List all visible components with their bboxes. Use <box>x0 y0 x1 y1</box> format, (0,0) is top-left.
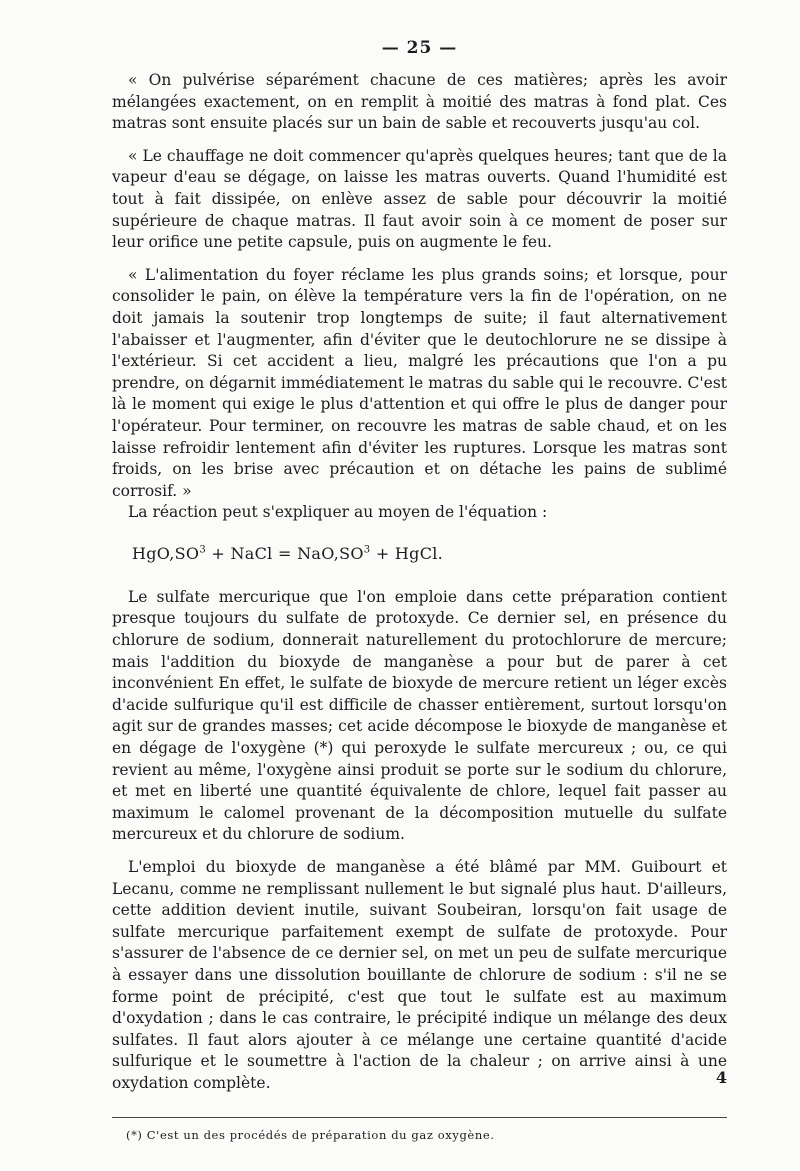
paragraph-4: La réaction peut s'expliquer au moyen de l'équation : <box>128 503 548 522</box>
paragraph-1: « On pulvérise séparément chacune de ces matières; après les avoir mélangées exactement, on en remplit à moitié des matras à fond plat. Ces matras sont ensuite placés sur un bain de sable et recouverts jusqu'au col. <box>112 71 727 133</box>
equation-left-exponent: 3 <box>199 544 207 556</box>
equation-right: + HgCl. <box>370 543 444 563</box>
equation-middle: + NaCl = NaO,SO <box>206 543 364 563</box>
chemical-equation <box>132 544 727 563</box>
equation-right-exponent: 3 <box>363 544 371 556</box>
signature-mark: 4 <box>715 1068 727 1087</box>
footnote-divider <box>112 1117 727 1118</box>
book-page <box>112 38 727 1158</box>
page-number: — 25 — <box>381 38 458 58</box>
paragraph-6: L'emploi du bioxyde de manganèse a été blâmé par MM. Guibourt et Lecanu, comme ne remplissant nullement le but signalé plus haut. D'ailleurs, cette addition devient inutile, suivant Soubeiran, lorsqu'on fait usage de sulfate mercurique parfaitement exempt de sulfate de protoxyde. Pour s'assurer de l'absence de ce dernier sel, on met un peu de sulfate mercurique à essayer dans une dissolution bouillante de chlorure de sodium : s'il ne se forme point de précipité, c'est que tout le sulfate est au maximum d'oxydation ; dans le cas contraire, le précipité indique un mélange des deux sulfates. Il faut alors ajouter à ce mélange une certaine quantité d'acide sulfurique et le soumettre à l'action de la chaleur ; on arrive ainsi à une oxydation complète. <box>112 858 727 1092</box>
equation-left: HgO,SO <box>132 543 200 563</box>
footnote: (*) C'est un des procédés de préparation du gaz oxygène. <box>126 1127 495 1142</box>
paragraph-3: « L'alimentation du foyer réclame les plus grands soins; et lorsque, pour consolider le pain, on élève la température vers la fin de l'opération, on ne doit jamais la soutenir trop longtemps de suite; il faut alternativement l'abaisser et l'augmenter, afin d'éviter que le deutochlorure ne se dissipe à l'extérieur. Si cet accident a lieu, malgré les précautions que l'on a pu prendre, on dégarnit immédiatement le matras du sable qui le recouvre. C'est là le moment qui exige le plus d'attention et qui offre le plus de danger pour l'opérateur. Pour terminer, on recouvre les matras de sable chaud, et on les laisse refroidir lentement afin d'éviter les ruptures. Lorsque les matras sont froids, on les brise avec précaution et on détache les pains de sublimé corrosif. » <box>112 265 727 500</box>
paragraph-5: Le sulfate mercurique que l'on emploie dans cette préparation contient presque toujours du sulfate de protoxyde. Ce dernier sel, en présence du chlorure de sodium, donnerait naturellement du protochlorure de mercure; mais l'addition du bioxyde de manganèse a pour but de parer à cet inconvénient En effet, le sulfate de bioxyde de mercure retient un léger excès d'acide sulfurique qu'il est difficile de chasser entièrement, surtout lorsqu'on agit sur de grandes masses; cet acide décompose le bioxyde de manganèse et en dégage de l'oxygène (*) qui peroxyde le sulfate mercureux ; ou, ce qui revient au même, l'oxygène ainsi produit se porte sur le sodium du chlorure, et met en liberté une quantité équivalente de chlore, lequel fait passer au maximum le calomel provenant de la décomposition mutuelle du sulfate mercureux et du chlorure de sodium. <box>112 587 727 844</box>
paragraph-2: « Le chauffage ne doit commencer qu'après quelques heures; tant que de la vapeur d'eau se dégage, on laisse les matras ouverts. Quand l'humidité est tout à fait dissipée, on enlève assez de sable pour découvrir la moitié supérieure de chaque matras. Il faut avoir soin à ce moment de poser sur leur orifice une petite capsule, puis on augmente le feu. <box>112 146 727 252</box>
